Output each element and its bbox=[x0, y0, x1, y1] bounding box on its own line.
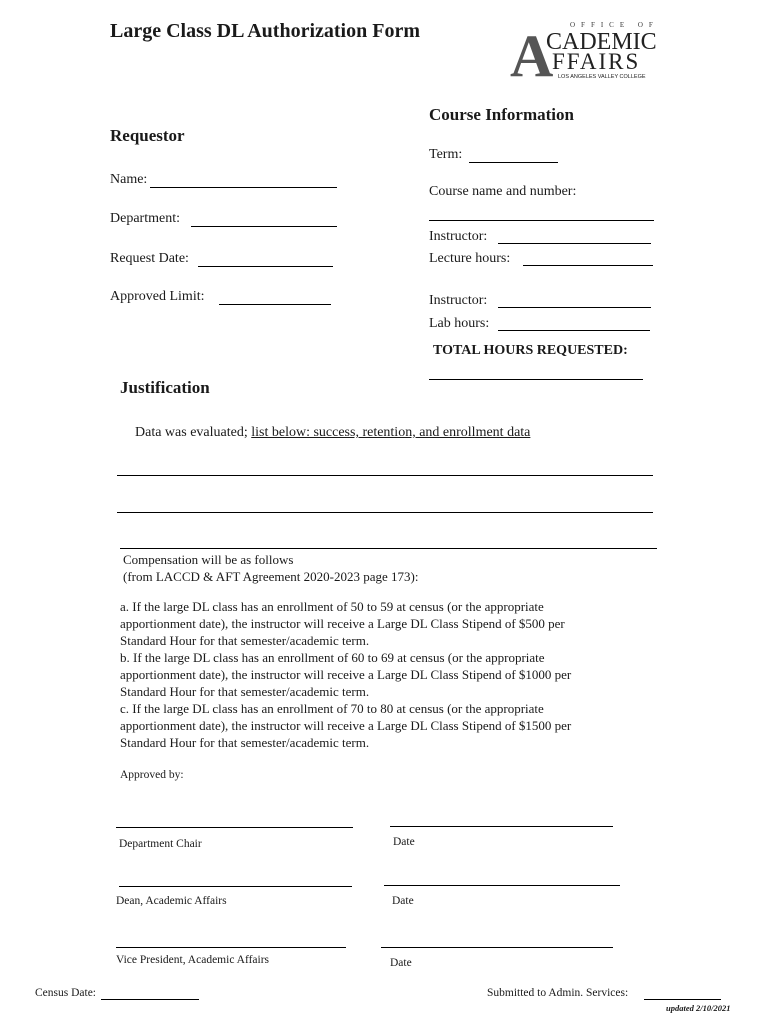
logo-top-text: OFFICE OF bbox=[570, 21, 656, 29]
vp-label: Vice President, Academic Affairs bbox=[116, 954, 270, 966]
updated-date: updated 2/10/2021 bbox=[666, 1003, 731, 1013]
request-date-field[interactable] bbox=[198, 266, 333, 267]
department-chair-label: Department Chair bbox=[119, 838, 202, 850]
department-field[interactable] bbox=[191, 226, 337, 227]
lecture-hours-label: Lecture hours: bbox=[429, 251, 511, 266]
request-date-label: Request Date: bbox=[110, 251, 189, 266]
compensation-item: apportionment date), the instructor will receive a Large DL Class Stipend of $500 per bbox=[120, 616, 565, 631]
vp-signature-line[interactable] bbox=[116, 947, 346, 948]
compensation-item: apportionment date), the instructor will receive a Large DL Class Stipend of $1500 per bbox=[120, 718, 572, 733]
date3-line[interactable] bbox=[381, 947, 613, 948]
compensation-line1: Compensation will be as follows bbox=[123, 552, 294, 567]
logo-line1: CADEMIC bbox=[546, 29, 656, 55]
term-label: Term: bbox=[429, 147, 463, 162]
date1-line[interactable] bbox=[390, 826, 613, 827]
lab-hours-field[interactable] bbox=[498, 330, 650, 331]
compensation-terms bbox=[120, 598, 571, 751]
instructor1-field[interactable] bbox=[498, 243, 651, 244]
compensation-line2: (from LACCD & AFT Agreement 2020-2023 page 173): bbox=[123, 569, 419, 584]
instructor1-label: Instructor: bbox=[429, 229, 488, 244]
term-field[interactable] bbox=[469, 162, 558, 163]
justification-lead-text: Data was evaluated; bbox=[135, 425, 252, 440]
date2-line[interactable] bbox=[384, 885, 620, 886]
justification-line-1[interactable] bbox=[117, 475, 653, 476]
logo-sub: LOS ANGELES VALLEY COLLEGE bbox=[558, 74, 646, 80]
logo-line2: FFAIRS bbox=[552, 49, 641, 74]
compensation-item: a. If the large DL class has an enrollment of 50 to 59 at census (or the appropriate bbox=[120, 599, 544, 614]
justification-lead-underlined: list below: success, retention, and enrollment data bbox=[251, 425, 531, 440]
dean-signature-line[interactable] bbox=[119, 886, 352, 887]
submitted-label: Submitted to Admin. Services: bbox=[487, 987, 629, 999]
total-hours-label: TOTAL HOURS REQUESTED: bbox=[433, 343, 628, 358]
total-hours-field[interactable] bbox=[429, 379, 643, 380]
approved-limit-field[interactable] bbox=[219, 304, 331, 305]
compensation-item: Standard Hour for that semester/academic term. bbox=[120, 633, 370, 648]
compensation-item: Standard Hour for that semester/academic term. bbox=[120, 684, 370, 699]
census-date-label: Census Date: bbox=[35, 987, 97, 999]
compensation-item: b. If the large DL class has an enrollment of 60 to 69 at census (or the appropriate bbox=[120, 650, 545, 665]
lab-hours-label: Lab hours: bbox=[429, 316, 490, 331]
submitted-field[interactable] bbox=[644, 999, 721, 1000]
dean-label: Dean, Academic Affairs bbox=[116, 895, 227, 907]
course-info-heading: Course Information bbox=[429, 105, 574, 124]
course-name-label: Course name and number: bbox=[429, 184, 577, 199]
date1-label: Date bbox=[393, 836, 415, 848]
instructor2-field[interactable] bbox=[498, 307, 651, 308]
lecture-hours-field[interactable] bbox=[523, 265, 653, 266]
logo-initial: A bbox=[510, 23, 554, 80]
justification-heading: Justification bbox=[120, 378, 210, 397]
date3-label: Date bbox=[390, 957, 412, 969]
approved-by-label: Approved by: bbox=[120, 769, 184, 781]
justification-line-3[interactable] bbox=[120, 548, 657, 549]
census-date-field[interactable] bbox=[101, 999, 199, 1000]
department-label: Department: bbox=[110, 211, 180, 226]
course-name-field[interactable] bbox=[429, 220, 654, 221]
date2-label: Date bbox=[392, 895, 414, 907]
name-field[interactable] bbox=[150, 187, 337, 188]
compensation-item: Standard Hour for that semester/academic term. bbox=[120, 735, 370, 750]
approved-limit-label: Approved Limit: bbox=[110, 289, 205, 304]
justification-lead bbox=[135, 425, 530, 441]
name-label: Name: bbox=[110, 172, 148, 187]
academic-affairs-logo bbox=[508, 20, 656, 80]
compensation-item: apportionment date), the instructor will receive a Large DL Class Stipend of $1000 per bbox=[120, 667, 572, 682]
instructor2-label: Instructor: bbox=[429, 293, 488, 308]
justification-line-2[interactable] bbox=[117, 512, 653, 513]
form-title: Large Class DL Authorization Form bbox=[110, 20, 420, 42]
requestor-heading: Requestor bbox=[110, 126, 185, 145]
compensation-item: c. If the large DL class has an enrollment of 70 to 80 at census (or the appropriate bbox=[120, 701, 544, 716]
department-chair-signature-line[interactable] bbox=[116, 827, 353, 828]
